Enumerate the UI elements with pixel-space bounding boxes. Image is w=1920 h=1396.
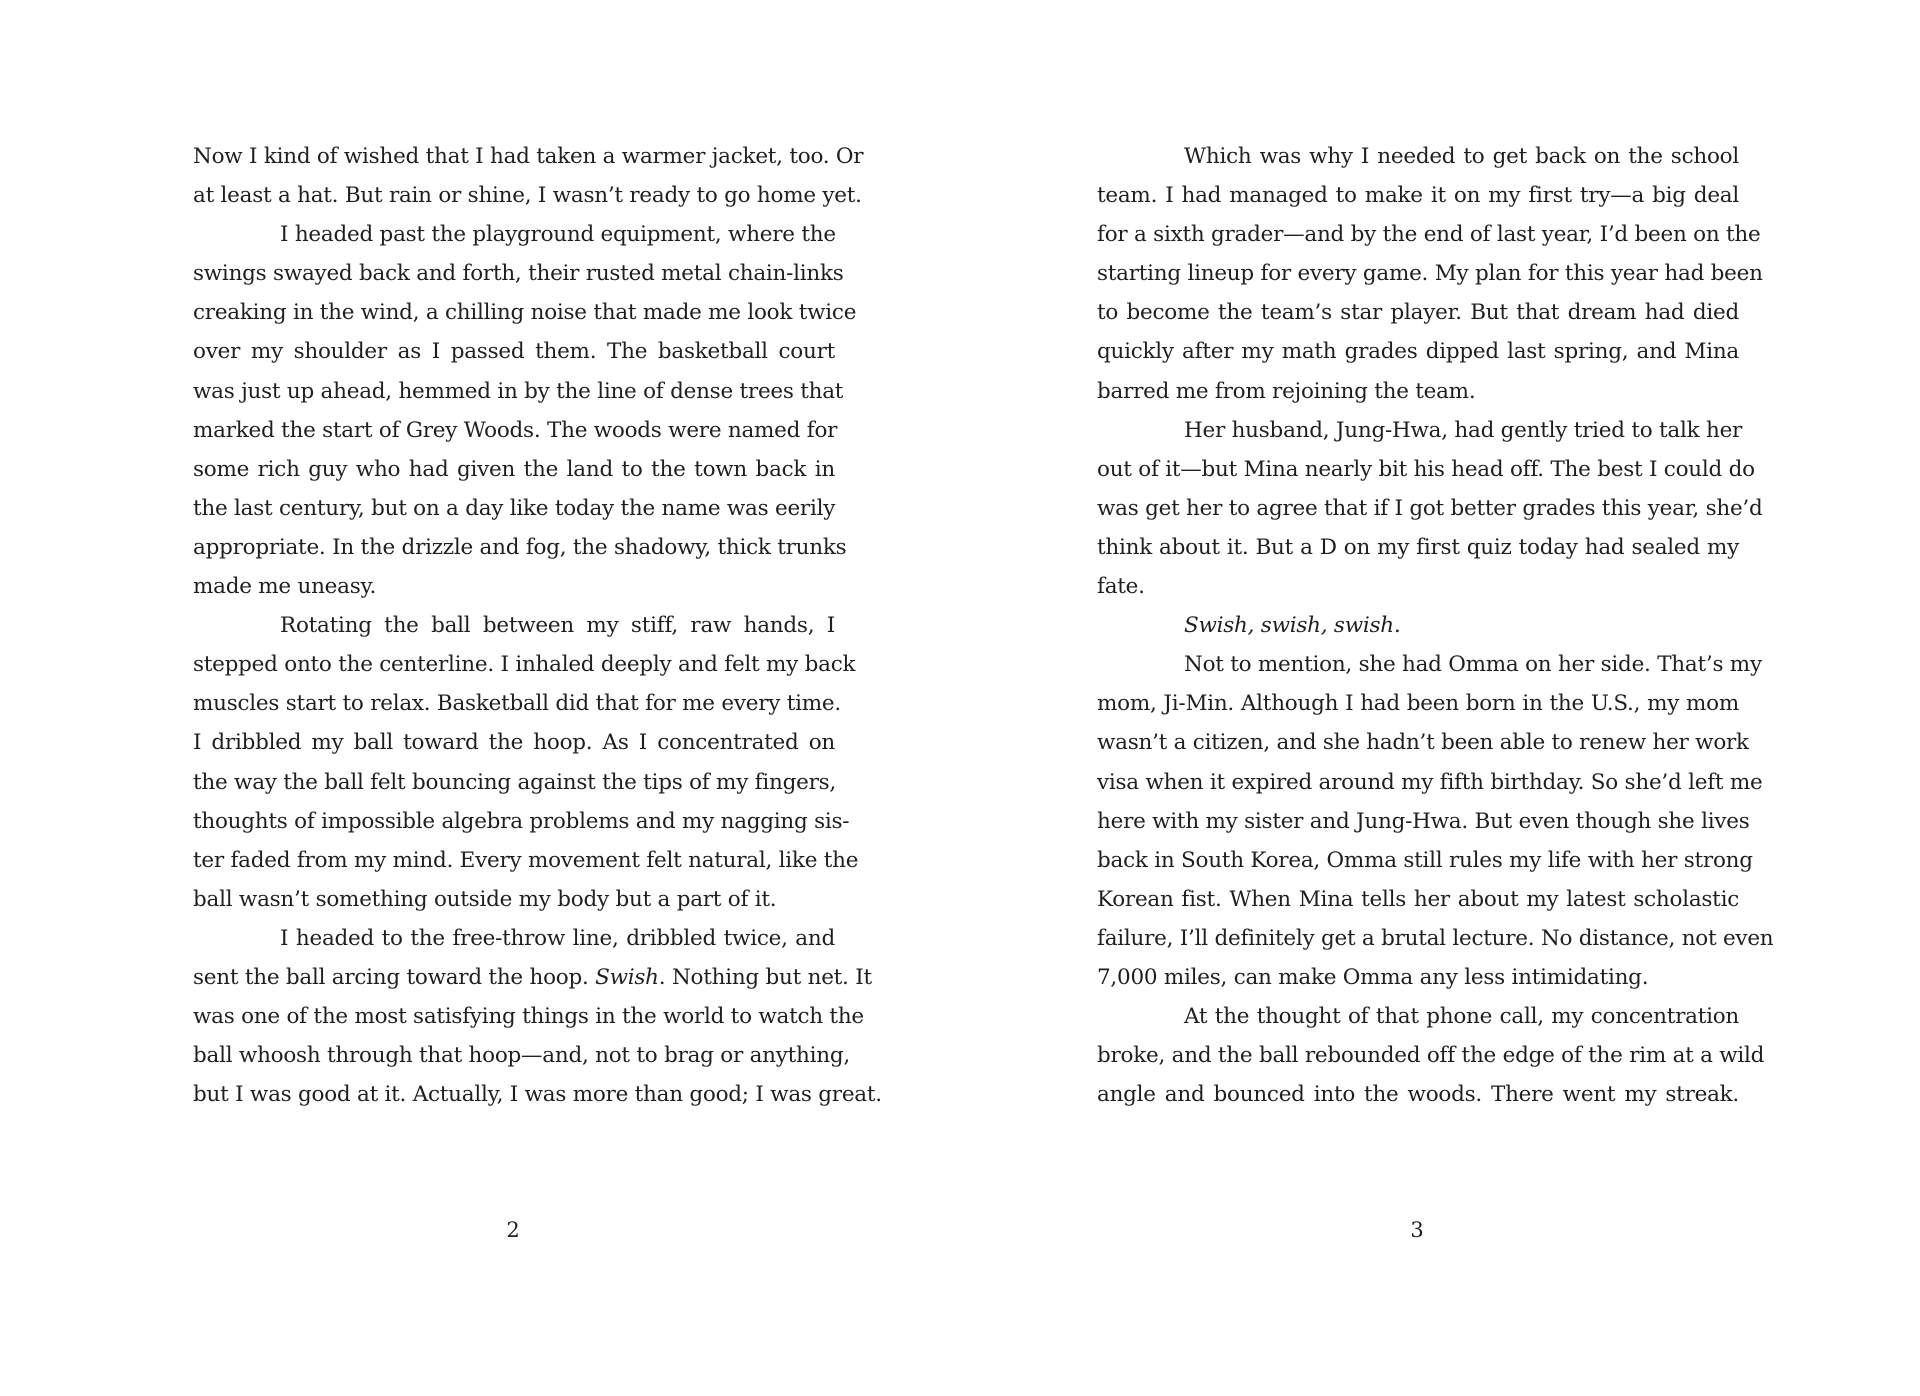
text-line: ball whoosh through that hoop—and, not to brag or anything,	[193, 1043, 850, 1069]
text-line: but I was good at it. Actually, I was more than good; I was great.	[193, 1082, 882, 1108]
text-line: muscles start to relax. Basketball did that for me every time.	[193, 691, 841, 717]
text-line: Rotating the ball between my stiff, raw hands, I	[280, 613, 835, 639]
text-line: 7,000 miles, can make Omma any less intimidating.	[1097, 964, 1649, 990]
left-page	[193, 137, 882, 1114]
text-line: was get her to agree that if I got better grades this year, she’d	[1097, 495, 1763, 521]
text-line: I headed to the free-throw line, dribbled twice, and	[280, 925, 835, 951]
text-line: barred me from rejoining the team.	[1097, 378, 1476, 404]
text-line: I dribbled my ball toward the hoop. As I concentrated on	[193, 730, 835, 756]
text-line: At the thought of that phone call, my concentration	[1184, 1004, 1739, 1030]
text-line: starting lineup for every game. My plan for this year had been	[1097, 261, 1763, 287]
text-line: Not to mention, she had Omma on her side. That’s my	[1184, 652, 1762, 678]
text-line: wasn’t a citizen, and she hadn’t been able to renew her work	[1097, 730, 1749, 756]
text-line: made me uneasy.	[193, 574, 377, 600]
text-line: fate.	[1097, 574, 1145, 600]
text-line: Korean fist. When Mina tells her about my latest scholastic	[1097, 886, 1739, 912]
text-segment: . Nothing but net. It	[658, 964, 872, 990]
text-line: to become the team’s star player. But that dream had died	[1097, 300, 1739, 326]
text-line: broke, and the ball rebounded off the edge of the rim at a wild	[1097, 1043, 1765, 1069]
text-line: back in South Korea, Omma still rules my life with her strong	[1097, 847, 1753, 873]
text-line: the last century, but on a day like today the name was eerily	[193, 495, 836, 521]
text-line: was one of the most satisfying things in the world to watch the	[193, 1004, 864, 1030]
text-line: stepped onto the centerline. I inhaled deeply and felt my back	[193, 652, 856, 678]
text-line: creaking in the wind, a chilling noise that made me look twice	[193, 300, 857, 326]
text-line: here with my sister and Jung-Hwa. But even though she lives	[1097, 808, 1750, 834]
text-line: the way the ball felt bouncing against the tips of my fingers,	[193, 769, 836, 795]
text-line: appropriate. In the drizzle and fog, the shadowy, thick trunks	[193, 534, 847, 560]
text-line: thoughts of impossible algebra problems and my nagging sis-	[193, 808, 850, 834]
text-line: over my shoulder as I passed them. The basketball court	[193, 339, 835, 365]
text-line: out of it—but Mina nearly bit his head off. The best I could do	[1097, 456, 1755, 482]
text-line: at least a hat. But rain or shine, I wasn’t ready to go home yet.	[193, 183, 862, 209]
page-number-right: 3	[1410, 1218, 1424, 1242]
text-line: ball wasn’t something outside my body but a part of it.	[193, 886, 777, 912]
text-line: some rich guy who had given the land to the town back in	[193, 456, 835, 482]
text-line: swings swayed back and forth, their rusted metal chain-links	[193, 261, 844, 287]
text-line: quickly after my math grades dipped last spring, and Mina	[1097, 339, 1739, 365]
page-number-left: 2	[506, 1218, 520, 1242]
text-line: team. I had managed to make it on my first try—a big deal	[1097, 183, 1739, 209]
text-line	[1097, 606, 1739, 645]
text-line: mom, Ji-Min. Although I had been born in the U.S., my mom	[1097, 691, 1739, 717]
text-line: for a sixth grader—and by the end of last year, I’d been on the	[1097, 222, 1761, 248]
italic-text: Swish, swish, swish.	[1184, 613, 1401, 639]
text-line: was just up ahead, hemmed in by the line of dense trees that	[193, 378, 844, 404]
text-line: Her husband, Jung-Hwa, had gently tried to talk her	[1184, 417, 1743, 443]
text-line: ter faded from my mind. Every movement felt natural, like the	[193, 847, 859, 873]
text-line: think about it. But a D on my first quiz today had sealed my	[1097, 534, 1739, 560]
right-page	[1097, 137, 1774, 1114]
text-line: angle and bounced into the woods. There went my streak.	[1097, 1082, 1739, 1108]
text-line: I headed past the playground equipment, where the	[280, 222, 836, 248]
text-line: Now I kind of wished that I had taken a warmer jacket, too. Or	[193, 144, 864, 169]
text-line: failure, I’ll definitely get a brutal lecture. No distance, not even	[1097, 925, 1774, 951]
text-line	[193, 958, 872, 997]
text-line: marked the start of Grey Woods. The woods were named for	[193, 417, 838, 443]
text-line: Which was why I needed to get back on the school	[1184, 144, 1739, 169]
text-segment: sent the ball arcing toward the hoop.	[193, 964, 596, 990]
italic-text: Swish	[595, 964, 659, 990]
text-line: visa when it expired around my fifth birthday. So she’d left me	[1097, 769, 1763, 795]
